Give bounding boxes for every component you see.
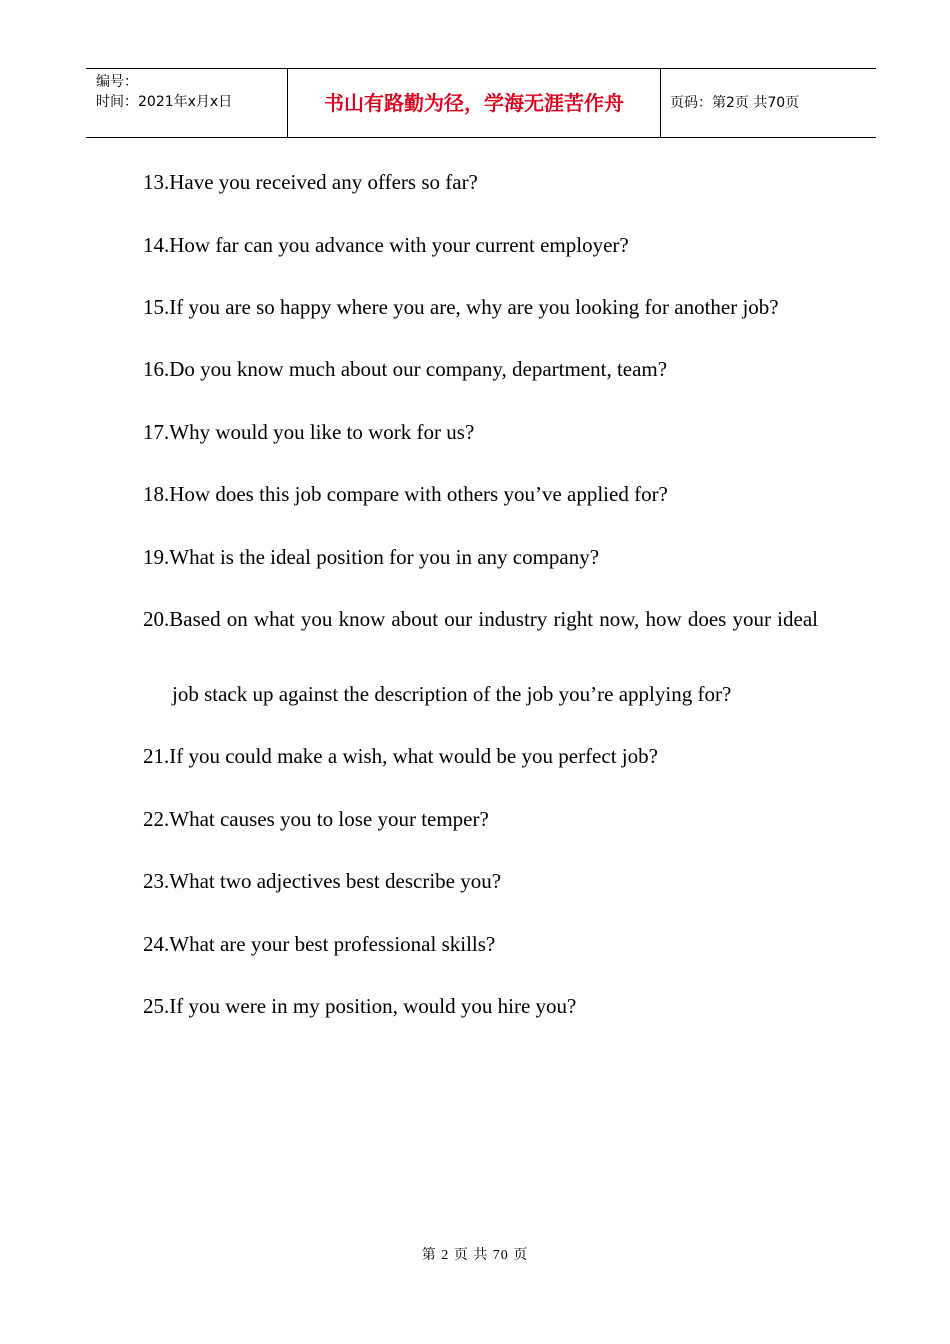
question-item: 23.What two adjectives best describe you? bbox=[143, 869, 502, 893]
serial-label: 编号： bbox=[96, 74, 138, 90]
question-item: 13.Have you received any offers so far? bbox=[143, 170, 478, 194]
question-item: 25.If you were in my position, would you hire you? bbox=[143, 994, 577, 1018]
page-footer: 第 2 页 共 70 页 bbox=[421, 1248, 529, 1263]
question-item: 19.What is the ideal position for you in any company? bbox=[143, 544, 600, 569]
question-item: 20.Based on what you know about our industry right now, how does your ideal job stack up against the description of the job you’re applying for? bbox=[143, 607, 818, 706]
question-item: 15.If you are so happy where you are, why are you looking for another job? bbox=[143, 295, 779, 319]
date-label: 时间：2021年x月x日 bbox=[96, 94, 233, 110]
question-list bbox=[143, 167, 818, 1054]
question-item: 21.If you could make a wish, what would be you perfect job? bbox=[143, 744, 658, 768]
question-item: 14.How far can you advance with your current employer? bbox=[143, 232, 629, 257]
header-motto: 书山有路勤为径，学海无涯苦作舟 bbox=[324, 91, 624, 115]
question-item: 16.Do you know much about our company, department, team? bbox=[143, 357, 668, 381]
question-item: 22.What causes you to lose your temper? bbox=[143, 806, 489, 831]
header-page-info: 页码：第2页 共70页 bbox=[670, 95, 800, 111]
question-item: 24.What are your best professional skills? bbox=[143, 931, 496, 956]
header-divider bbox=[660, 69, 661, 137]
question-item: 18.How does this job compare with others you’ve applied for? bbox=[143, 482, 668, 506]
question-item: 17.Why would you like to work for us? bbox=[143, 419, 475, 444]
page-header bbox=[86, 68, 876, 138]
header-meta bbox=[96, 72, 232, 112]
